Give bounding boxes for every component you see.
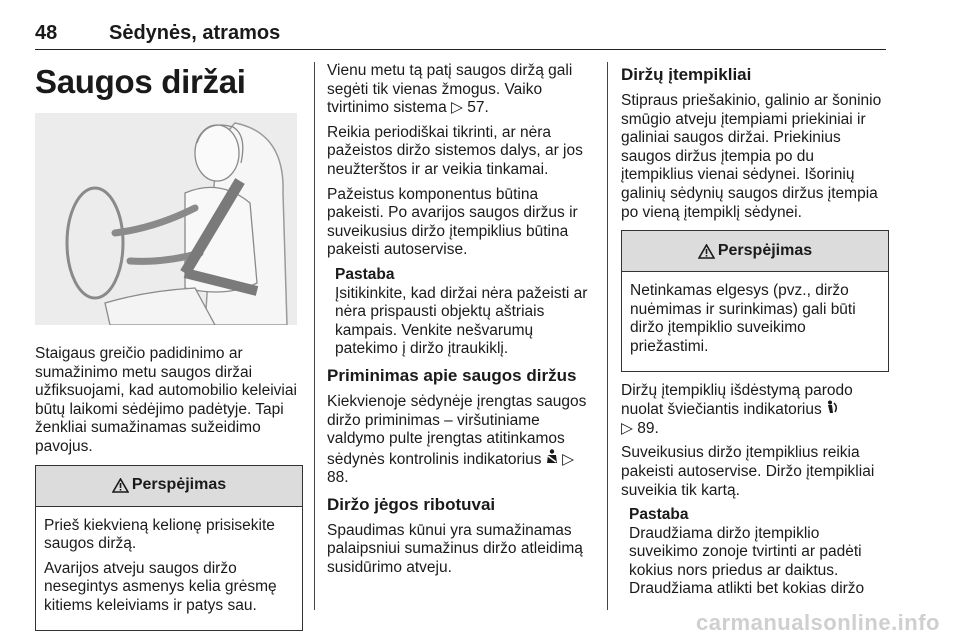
heading-pretensioner: Diržų įtempikliai — [621, 65, 752, 84]
note-1 — [335, 266, 595, 359]
page-ref[interactable]: 89. — [637, 419, 659, 437]
column-3 — [621, 62, 889, 605]
paragraph-replace: Pažeistus komponentus būtina pakeisti. Po avarijos saugos diržus ir suveikusius diržo įtempiklius būtina pakeisti autoservise. — [327, 185, 578, 259]
page-ref-arrow-icon: ▷ — [562, 450, 575, 468]
page-ref-arrow-icon: ▷ — [451, 99, 463, 117]
paragraph-check: Reikia periodiškai tikrinti, ar nėra pažeistos diržo sistemos dalys, ar jos neužterštos ir ar veikia tinkamai. — [327, 123, 583, 178]
heading-reminder: Priminimas apie saugos diržus — [327, 365, 577, 385]
column-divider-2 — [607, 62, 608, 610]
section-title: Sėdynės, atramos — [109, 22, 281, 44]
warning-text-2: Avarijos atveju saugos diržo nesegintys asmenys kelia grėsmę kitiems keleiviams ir patys sau. — [44, 559, 277, 614]
warning-title: Perspėjimas — [131, 476, 227, 494]
note-body: Įsitikinkite, kad diržai nėra pažeisti ar nėra prispausti objektų aštriais kampais. Venkite nešvarumų patekimo į diržo įtraukiklį. — [335, 284, 588, 358]
paragraph-text: Vienu metu tą patį saugos diržą gali segėti tik vienas žmogus. Vaiko tvirtinimo sistema — [327, 62, 573, 117]
column-divider-1 — [314, 62, 315, 610]
note-title: Pastaba — [335, 265, 395, 283]
paragraph-text: Kiekvienoje sėdynėje įrengtas saugos diržo priminimas – viršutiniame valdymo pulte įrengtas atitinkamos sėdynės kontrolinis indikatorius — [327, 392, 587, 468]
note-body: Draudžiama diržo įtempiklio suveikimo zonoje tvirtinti ar padėti kokius nors priedus ar daiktus. Draudžiama atlikti bet kokias diržo — [629, 524, 865, 598]
warning-title: Perspėjimas — [717, 241, 813, 259]
column-1 — [35, 345, 303, 641]
seatbelt-reminder-icon — [546, 449, 558, 464]
heading-limiter: Diržo jėgos ribotuvai — [327, 494, 496, 514]
warning-triangle-icon — [698, 244, 715, 259]
page-header — [35, 22, 280, 45]
page-ref[interactable]: 88. — [327, 469, 349, 487]
column-2 — [327, 62, 595, 584]
airbag-pretensioner-icon — [826, 400, 839, 414]
warning-header — [622, 231, 888, 272]
paragraph-reminder — [327, 393, 595, 488]
paragraph-limiter: Spaudimas kūnui yra sumažinamas palaipsniui sumažinus diržo atleidimą susidūrimo atveju. — [327, 521, 583, 577]
page-title: Saugos diržai — [35, 63, 246, 100]
warning-box-2 — [621, 230, 889, 371]
page-ref-arrow-icon: ▷ — [621, 419, 633, 437]
note-2 — [629, 506, 889, 599]
paragraph-text: Diržų įtempiklių išdėstymą parodo nuolat šviečiantis indikatorius — [621, 381, 853, 419]
header-rule — [35, 49, 886, 50]
warning-body — [622, 272, 888, 370]
page-number: 48 — [35, 22, 58, 44]
warning-text-1: Prieš kiekvieną kelionę prisisekite saugos diržą. — [44, 516, 275, 553]
page-ref[interactable]: 57. — [467, 99, 489, 117]
warning-box-1 — [35, 465, 303, 631]
warning-triangle-icon — [112, 478, 129, 493]
warning-header — [36, 466, 302, 507]
warning-text: Netinkamas elgesys (pvz., diržo nuėmimas ir surinkimas) gali būti diržo įtempiklio suveikimo priežastimi. — [630, 282, 856, 355]
paragraph-pretensioner: Stipraus priešakinio, galinio ar šoninio smūgio atveju įtempiami priekiniai ir galiniai saugos diržai. Priekinius saugos diržus įtempia po du įtempiklius vienai sėdynei. Išorinių galinių sėdynių saugos diržus įtempia po vieną įtempiklį sėdynei. — [621, 92, 882, 221]
warning-body — [36, 507, 302, 630]
intro-paragraph: Staigaus greičio padidinimo ar sumažinimo metu saugos diržai užfiksuojami, kad automobilio keleiviai būtų laikomi sėdėjimo padėtyje. Tapi ženkliai sumažinamas sužeidimo pavojus. — [35, 345, 297, 455]
paragraph-replace: Suveikusius diržo įtempiklius reikia pakeisti autoservise. Diržo įtempikliai suveikia tik kartą. — [621, 444, 875, 499]
paragraph-indicator — [621, 382, 889, 439]
paragraph-one-person — [327, 62, 595, 118]
watermark: carmanualsonline.info — [696, 610, 940, 635]
note-title: Pastaba — [629, 506, 689, 524]
seatbelt-illustration — [35, 113, 297, 325]
